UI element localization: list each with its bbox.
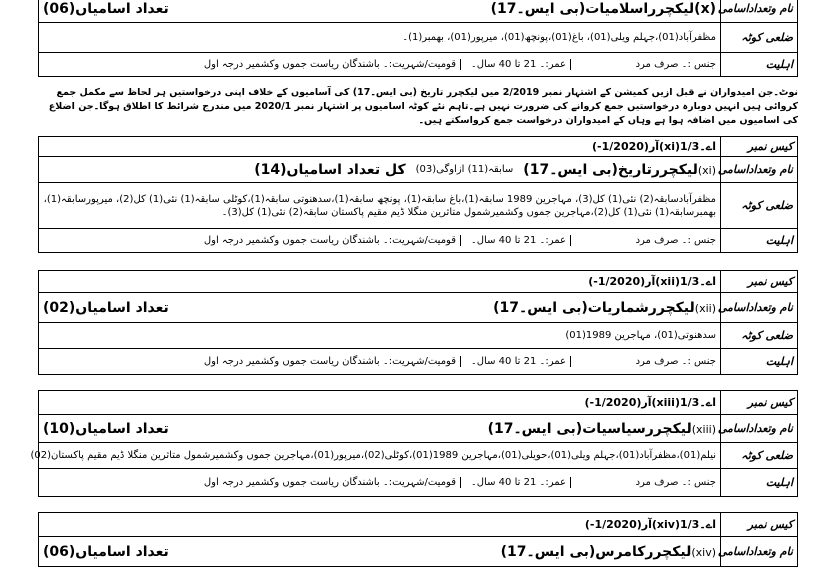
eligibility-gender: جنس :۔ صرف مرد bbox=[570, 477, 720, 488]
label-case-no: کیس نمبر bbox=[721, 137, 798, 157]
eligibility-gender: جنس :۔ صرف مرد bbox=[570, 235, 720, 246]
case-number: اے۔1/3(xi)آر(1/2020-) bbox=[592, 140, 716, 153]
label-post-name: نام وتعداداسامی bbox=[721, 293, 798, 323]
eligibility-nationality: قومیت/شہریت:۔ باشندگان ریاست جموں وکشمیر درجہ اول bbox=[203, 477, 456, 488]
label-post-name: نام وتعداداسامی bbox=[721, 537, 798, 567]
eligibility-nationality: قومیت/شہریت:۔ باشندگان ریاست جموں وکشمیر درجہ اول bbox=[203, 356, 456, 367]
case-table-xi bbox=[38, 136, 798, 253]
post-title: لیکچررکامرس(بی ایس۔17) bbox=[500, 543, 692, 560]
label-eligibility: اہلیت bbox=[721, 469, 798, 497]
district-quota: نیلم(01)،مظفرآباد(01)،جہلم ویلی(01)،حویلی(01)،مہاجرین 1989(01)،کوٹلی(02)،میرپور(01)،مہاجرین جموں وکشمیرشمول متاثرین منگلا ڈیم مقیم پاکستان(02) bbox=[39, 443, 721, 469]
case-table-xiii bbox=[30, 390, 798, 497]
label-eligibility: اہلیت bbox=[721, 349, 798, 375]
label-eligibility: اہلیت bbox=[721, 53, 798, 77]
post-count: تعداد اسامیاں(10) bbox=[43, 420, 169, 437]
post-title: (x)لیکچرراسلامیات(بی ایس۔17) bbox=[490, 0, 716, 17]
case-number: اے۔1/3(xii)آر(1/2020-) bbox=[588, 275, 716, 288]
post-count: تعداد اسامیاں(02) bbox=[43, 299, 169, 316]
district-quota: مظفرآباد(01)،جہلم ویلی(01)، باغ(01)،پونچھ(01)، میرپور(01)، بھمبر(1)۔ bbox=[39, 23, 721, 53]
post-title: لیکچررسیاسیات(بی ایس۔17) bbox=[487, 420, 692, 437]
case-number: اے۔1/3(xiii)آر(1/2020-) bbox=[584, 396, 716, 409]
label-case-no: کیس نمبر bbox=[721, 271, 798, 293]
eligibility-nationality: قومیت/شہریت:۔ باشندگان ریاست جموں وکشمیر درجہ اول bbox=[203, 235, 456, 246]
post-number: (xiv) bbox=[691, 545, 716, 559]
eligibility-nationality: قومیت/شہریت:۔ باشندگان ریاست جموں وکشمیر درجہ اول bbox=[203, 59, 456, 70]
post-number: (xii) bbox=[694, 301, 716, 315]
post-count: کل تعداد اسامیاں(14) bbox=[254, 161, 406, 178]
case-number: اے۔1/3(xiv)آر(1/2020-) bbox=[584, 518, 716, 531]
label-district: ضلعی کوٹہ bbox=[721, 183, 798, 229]
label-district: ضلعی کوٹہ bbox=[721, 323, 798, 349]
post-title: لیکچررتاریخ(بی ایس۔17) bbox=[523, 161, 698, 178]
post-count: تعداد اسامیاں(06) bbox=[43, 543, 169, 560]
post-count: تعداد اسامیاں(06) bbox=[43, 0, 169, 17]
district-quota: سدھنوتی(01)، مہاجرین 1989(01) bbox=[39, 323, 721, 349]
post-number: (xi) bbox=[697, 163, 716, 177]
label-post-name: نام وتعداداسامی bbox=[721, 0, 798, 23]
eligibility-gender: جنس :۔ صرف مرد bbox=[570, 59, 720, 70]
label-district: ضلعی کوٹہ bbox=[721, 443, 798, 469]
case-table-xiv bbox=[38, 512, 798, 567]
post-number: (xiii) bbox=[691, 422, 716, 436]
district-quota: مظفرآبادسابقہ(2) نئی(1) کل(3)، مہاجرین 1989 سابقہ(1)،باغ سابقہ(1)، پونچھ سابقہ(1)،سدھنوتی سابقہ(1)،کوٹلی سابقہ(1) نئی(1) کل(2)، میرپورسابقہ(1)، بھمبرسابقہ(1) نئی(1) کل(2)،مہاجرین جموں وکشمیرشمول متاثرین منگلا ڈیم مقیم پاکستان سابقہ(2) نئی(1) کل(3)۔ bbox=[39, 183, 721, 229]
label-post-name: نام وتعداداسامی bbox=[721, 415, 798, 443]
case-table-xii bbox=[38, 270, 798, 375]
label-post-name: نام وتعداداسامی bbox=[721, 157, 798, 183]
label-case-no: کیس نمبر bbox=[721, 513, 798, 537]
case-table-x bbox=[38, 0, 798, 77]
post-extra: سابقہ(11) ازاوگی(03) bbox=[415, 164, 514, 175]
eligibility-age: عمر:۔ 21 تا 40 سال۔ bbox=[460, 477, 570, 488]
label-eligibility: اہلیت bbox=[721, 229, 798, 253]
label-district: ضلعی کوٹہ bbox=[721, 23, 798, 53]
label-case-no: کیس نمبر bbox=[721, 391, 798, 415]
notice-text: نوٹ۔جن امیدواران نے قبل ازیں کمیشن کے اشتہار نمبر 2/2019 میں لیکچرر تاریخ (بی ایس۔17) کی آسامیوں کے خلاف اپنی درخواستیں ہر لحاظ سے مکمل جمع کروائی ہیں انہیں دوبارہ درخواستیں جمع کروانے کی ضرورت نہیں ہے۔تاہم نئے کوٹہ اسامیوں پر اشتہار نمبر 2020/1 میں مندرج شرائط کا اطلاق ہوگا۔جن اضلاع کی اسامیوں میں اضافہ ہوا ہے وہاں کے امیدواران درخواست جمع کرواسکتے ہیں۔ bbox=[48, 87, 798, 126]
eligibility-age: عمر:۔ 21 تا 40 سال۔ bbox=[460, 59, 570, 70]
eligibility-age: عمر:۔ 21 تا 40 سال۔ bbox=[460, 235, 570, 246]
post-title: لیکچررشماریات(بی ایس۔17) bbox=[493, 299, 695, 316]
eligibility-age: عمر:۔ 21 تا 40 سال۔ bbox=[460, 356, 570, 367]
eligibility-gender: جنس :۔ صرف مرد bbox=[570, 356, 720, 367]
